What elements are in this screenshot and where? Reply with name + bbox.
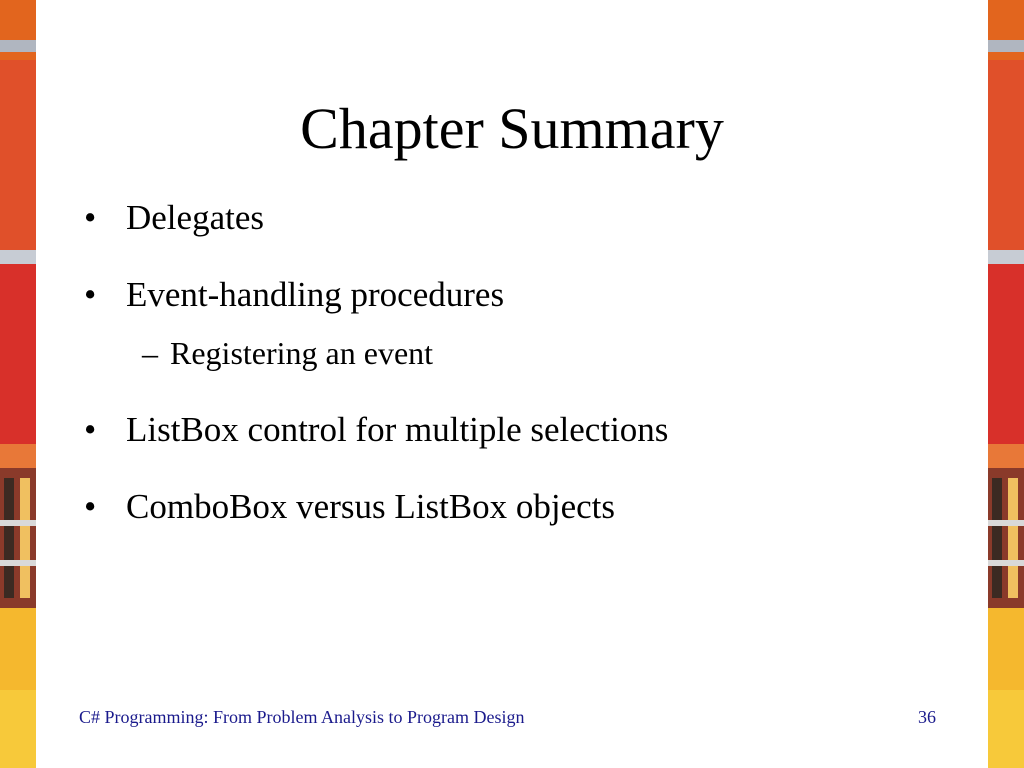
bullet-item <box>84 408 964 452</box>
bullet-text: Event-handling procedures <box>126 275 505 314</box>
footer-book-title: C# Programming: From Problem Analysis to Program Design <box>79 707 525 727</box>
bullet-text: ComboBox versus ListBox objects <box>126 487 616 526</box>
bullet-marker: • <box>84 198 97 237</box>
bullet-text: Delegates <box>126 198 264 237</box>
bullet-item <box>84 485 964 529</box>
bullet-item <box>84 196 964 240</box>
bullet-list <box>84 196 964 562</box>
sub-bullet-item <box>84 333 964 373</box>
sub-bullet-text: Registering an event <box>170 335 434 371</box>
bullet-marker: • <box>84 487 97 526</box>
footer-page-number: 36 <box>918 707 936 727</box>
slide-title: Chapter Summary <box>300 96 724 161</box>
bullet-item <box>84 273 964 317</box>
bullet-marker: • <box>84 410 97 449</box>
bullet-marker: • <box>84 275 97 314</box>
sub-bullet-marker: – <box>142 335 158 371</box>
bullet-text: ListBox control for multiple selections <box>126 410 669 449</box>
